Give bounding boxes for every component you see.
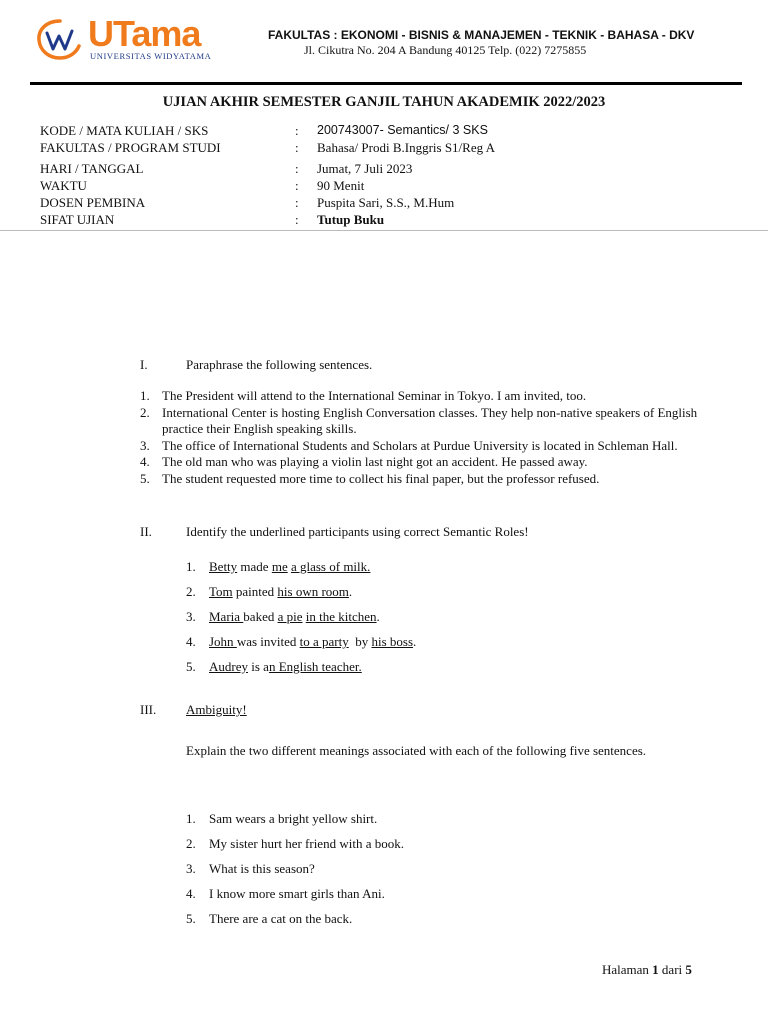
item-number: 5.	[140, 470, 150, 486]
list-item	[140, 438, 740, 455]
info-row-time	[40, 177, 740, 194]
info-value: Jumat, 7 Juli 2023	[317, 161, 413, 176]
section-3-instruction: Explain the two different meanings associated with each of the following five sentences.	[186, 743, 647, 758]
exam-title: UJIAN AKHIR SEMESTER GANJIL TAHUN AKADEMIK 2022/2023	[162, 94, 606, 110]
item-number: 5.	[186, 659, 196, 674]
info-value: Bahasa/ Prodi B.Inggris S1/Reg A	[317, 140, 496, 155]
item-text: The office of International Students and Scholars at Purdue University is located in Schleman Hall.	[162, 437, 678, 453]
item-number: 1.	[186, 811, 196, 826]
item-number: 4.	[186, 886, 196, 901]
list-item	[140, 471, 740, 488]
item-number: 5.	[186, 911, 196, 926]
underlined-participant: his own room	[277, 584, 349, 599]
item-number: 1.	[140, 388, 150, 403]
info-colon: :	[295, 178, 299, 193]
logo-subtitle: UNIVERSITAS WIDYATAMA	[90, 51, 212, 61]
item-text: is a	[248, 659, 269, 674]
item-text: .	[376, 609, 380, 624]
page-prefix: Halaman	[602, 962, 653, 977]
list-item	[140, 405, 740, 438]
info-key: SIFAT UJIAN	[40, 212, 115, 227]
list-item	[186, 579, 416, 604]
address-line: Jl. Cikutra No. 204 A Bandung 40125 Telp. (022) 7275855	[304, 43, 587, 57]
underlined-participant: Tom	[209, 584, 233, 599]
section-number: III.	[140, 702, 157, 717]
exam-info-table	[40, 122, 740, 228]
section-3-heading	[140, 702, 247, 718]
list-item	[186, 881, 404, 906]
underlined-participant: Betty	[209, 559, 238, 574]
item-text: painted	[232, 584, 278, 599]
item-text: made	[237, 559, 272, 574]
info-key: DOSEN PEMBINA	[40, 195, 146, 210]
section-instruction: Paraphrase the following sentences.	[186, 357, 373, 372]
item-number: 2.	[186, 836, 196, 851]
list-item	[186, 654, 416, 679]
info-key: WAKTU	[40, 178, 87, 193]
section-number: II.	[140, 524, 152, 539]
list-item	[140, 454, 740, 471]
info-key: KODE / MATA KULIAH / SKS	[40, 123, 209, 138]
info-value: Tutup Buku	[317, 212, 385, 227]
item-text: by	[348, 634, 372, 649]
item-number: 1.	[186, 559, 196, 574]
list-item	[186, 806, 404, 831]
list-item	[186, 629, 416, 654]
list-item	[186, 554, 416, 579]
item-text: International Center is hosting English Conversation classes. They help non-native speakers of English practice their English speaking skills.	[162, 404, 698, 436]
item-text: was invited	[236, 634, 300, 649]
section-3-list	[186, 806, 404, 931]
list-item	[186, 906, 404, 931]
item-number: 2.	[140, 404, 150, 420]
info-row-exam-type	[40, 211, 740, 228]
info-colon: :	[295, 212, 299, 227]
item-text: The old man who was playing a violin last night got an accident. He passed away.	[162, 454, 588, 469]
total-pages: 5	[685, 962, 692, 977]
list-item	[140, 388, 740, 405]
current-page: 1	[652, 962, 659, 977]
item-text: The student requested more time to collect his final paper, but the professor refused.	[162, 470, 600, 486]
page-middle: dari	[658, 962, 686, 977]
logo-wordmark: UTama	[88, 13, 201, 54]
underlined-participant: Audrey	[209, 659, 248, 674]
item-number: 3.	[140, 437, 150, 453]
underlined-participant: in the kitchen	[305, 609, 377, 624]
item-text: The President will attend to the International Seminar in Tokyo. I am invited, too.	[162, 388, 587, 403]
info-row-date	[40, 160, 740, 177]
info-colon: :	[295, 140, 299, 155]
item-number: 2.	[186, 584, 196, 599]
list-item	[186, 856, 404, 881]
section-2-heading	[140, 524, 529, 540]
item-number: 4.	[186, 634, 196, 649]
section-1-heading	[140, 357, 372, 373]
section-2-list	[186, 554, 416, 679]
section-number: I.	[140, 357, 148, 372]
underlined-participant: Maria	[209, 609, 244, 624]
university-logo-icon	[36, 18, 84, 60]
info-key: HARI / TANGGAL	[40, 161, 144, 176]
underlined-participant: his boss	[371, 634, 414, 649]
info-colon: :	[295, 195, 299, 210]
section-instruction: Identify the underlined participants using correct Semantic Roles!	[186, 524, 529, 539]
item-text: .	[348, 584, 353, 599]
section-1-list	[140, 388, 740, 487]
underlined-participant: a pie	[277, 609, 303, 624]
list-item	[186, 831, 404, 856]
info-row-course	[40, 122, 740, 139]
header-divider	[30, 82, 742, 85]
item-number: 4.	[140, 454, 150, 469]
item-text: I know more smart girls than Ani.	[209, 886, 385, 901]
section-title: Ambiguity!	[186, 702, 247, 717]
item-text: There are a cat on the back.	[209, 911, 353, 926]
info-divider	[0, 230, 768, 231]
faculty-line: FAKULTAS : EKONOMI - BISNIS & MANAJEMEN - TEKNIK - BAHASA - DKV	[268, 28, 695, 42]
info-key: FAKULTAS / PROGRAM STUDI	[40, 140, 221, 155]
info-row-lecturer	[40, 194, 740, 211]
info-value: 200743007- Semantics/ 3 SKS	[317, 123, 488, 137]
item-number: 3.	[186, 861, 196, 876]
item-number: 3.	[186, 609, 196, 624]
item-text: What is this season?	[209, 861, 315, 876]
underlined-participant: a glass of milk.	[290, 559, 371, 574]
item-text: .	[413, 634, 417, 649]
item-text: baked	[243, 609, 278, 624]
info-colon: :	[295, 161, 299, 176]
list-item	[186, 604, 416, 629]
underlined-participant: n English teacher.	[268, 659, 362, 674]
item-text: Sam wears a bright yellow shirt.	[209, 811, 378, 826]
underlined-participant: to a party	[299, 634, 349, 649]
info-value: Puspita Sari, S.S., M.Hum	[317, 195, 455, 210]
info-value: 90 Menit	[317, 178, 365, 193]
underlined-participant: me	[271, 559, 288, 574]
item-text: My sister hurt her friend with a book.	[209, 836, 404, 851]
info-row-faculty	[40, 139, 740, 156]
info-colon: :	[295, 123, 299, 138]
underlined-participant: John	[209, 634, 237, 649]
page-number	[602, 962, 692, 978]
